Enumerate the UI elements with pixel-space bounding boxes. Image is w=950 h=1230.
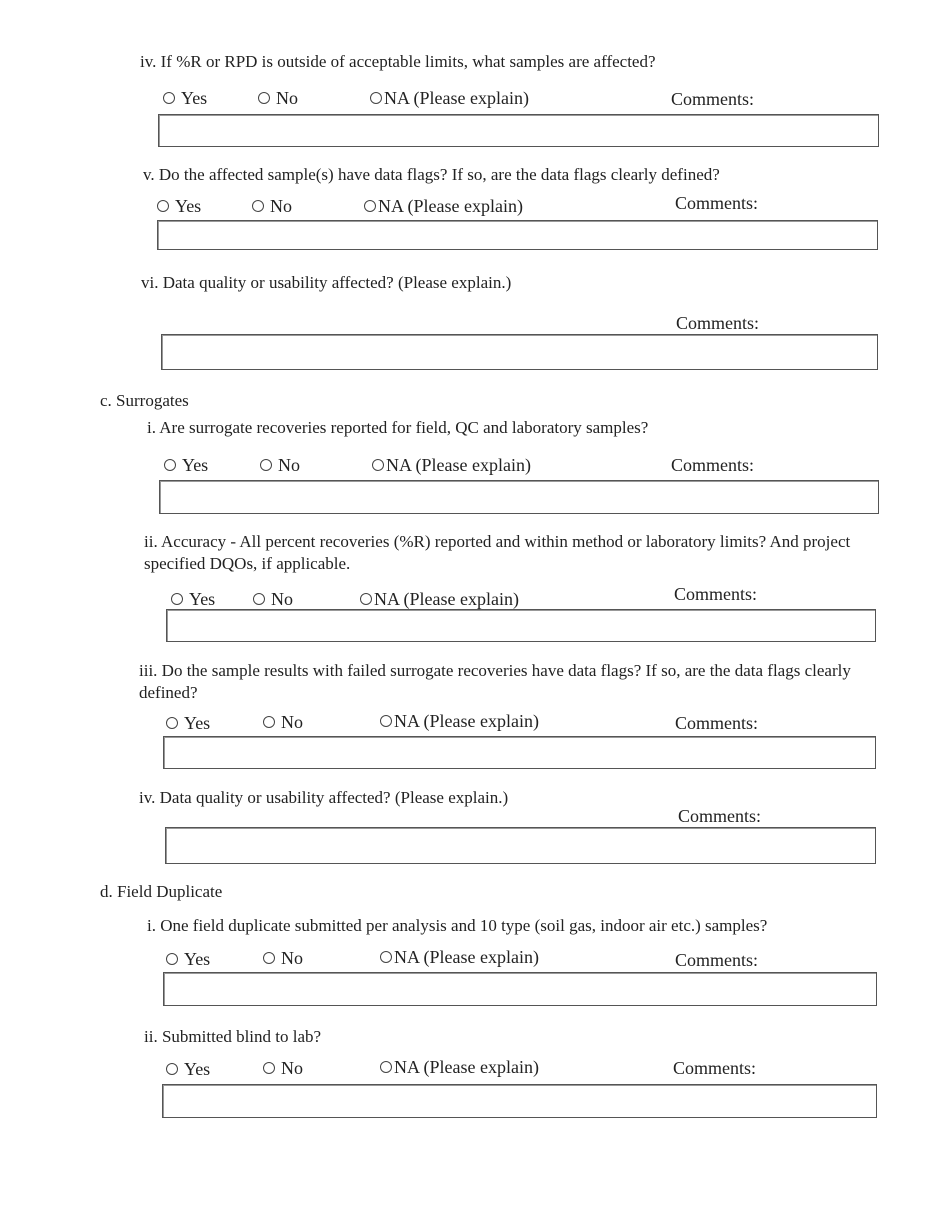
comments-label: Comments:: [675, 713, 759, 733]
comments-field[interactable]: [158, 114, 879, 147]
radio-na-label: NA (Please explain): [394, 947, 539, 967]
question-c-iv-text: iv. Data quality or usability affected? (Please explain.): [139, 788, 509, 807]
radio-yes[interactable]: [166, 713, 210, 733]
radio-yes-circle[interactable]: [157, 200, 169, 212]
radio-na-circle[interactable]: [364, 200, 376, 212]
comments-field[interactable]: [163, 972, 877, 1006]
radio-yes-circle[interactable]: [166, 1063, 178, 1075]
radio-no[interactable]: [252, 196, 292, 216]
radio-no[interactable]: [253, 589, 293, 609]
radio-yes[interactable]: [166, 1059, 210, 1079]
radio-na-circle[interactable]: [380, 715, 392, 727]
radio-na-circle[interactable]: [360, 593, 372, 605]
radio-na-label: NA (Please explain): [378, 196, 523, 216]
radio-yes[interactable]: [163, 88, 207, 108]
radio-no-circle[interactable]: [260, 459, 272, 471]
question-d-i-text: i. One field duplicate submitted per analysis and 10 type (soil gas, indoor air etc.) samples?: [147, 916, 768, 935]
comments-label: Comments:: [671, 89, 755, 109]
radio-na-label: NA (Please explain): [386, 455, 531, 475]
comments-label: Comments:: [675, 193, 759, 213]
section-d-title: d. Field Duplicate: [100, 882, 223, 901]
radio-na-label: NA (Please explain): [394, 711, 539, 731]
radio-na-circle[interactable]: [372, 459, 384, 471]
comments-label: Comments:: [673, 1058, 757, 1078]
comments-field[interactable]: [157, 220, 878, 250]
radio-yes-label: Yes: [181, 88, 208, 108]
radio-no-label: No: [281, 712, 303, 732]
comments-field[interactable]: [161, 334, 878, 370]
radio-na-label: NA (Please explain): [394, 1057, 539, 1077]
radio-yes-circle[interactable]: [166, 717, 178, 729]
comments-label: Comments:: [671, 455, 755, 475]
question-v-text: v. Do the affected sample(s) have data flags? If so, are the data flags clearly defined?: [143, 165, 720, 184]
radio-no-circle[interactable]: [263, 716, 275, 728]
radio-na-label: NA (Please explain): [374, 589, 519, 609]
comments-field[interactable]: [165, 827, 876, 864]
comments-label: Comments:: [676, 313, 760, 333]
radio-yes[interactable]: [164, 455, 208, 475]
radio-no[interactable]: [263, 948, 303, 968]
radio-no[interactable]: [258, 88, 298, 108]
radio-no-circle[interactable]: [253, 593, 265, 605]
radio-yes-label: Yes: [184, 949, 211, 969]
radio-yes-circle[interactable]: [171, 593, 183, 605]
question-iv-text: iv. If %R or RPD is outside of acceptable limits, what samples are affected?: [140, 52, 656, 71]
radio-no-circle[interactable]: [263, 1062, 275, 1074]
radio-no-label: No: [281, 948, 303, 968]
comments-label: Comments:: [674, 584, 758, 604]
radio-no[interactable]: [263, 1058, 303, 1078]
radio-yes[interactable]: [157, 196, 201, 216]
comments-field[interactable]: [163, 736, 876, 769]
radio-na-circle[interactable]: [370, 92, 382, 104]
radio-no-label: No: [281, 1058, 303, 1078]
radio-no-label: No: [270, 196, 292, 216]
section-c-title: c. Surrogates: [100, 391, 189, 410]
radio-na[interactable]: [364, 196, 523, 216]
radio-yes[interactable]: [166, 949, 210, 969]
comments-label: Comments:: [675, 950, 759, 970]
radio-na[interactable]: [380, 1057, 539, 1077]
radio-yes-label: Yes: [182, 455, 209, 475]
radio-na-circle[interactable]: [380, 1061, 392, 1073]
question-vi-text: vi. Data quality or usability affected? (Please explain.): [141, 273, 512, 292]
radio-no-label: No: [271, 589, 293, 609]
question-d-ii-text: ii. Submitted blind to lab?: [144, 1027, 322, 1046]
comments-field[interactable]: [159, 480, 879, 514]
radio-na[interactable]: [380, 711, 539, 731]
radio-no-label: No: [278, 455, 300, 475]
radio-yes-circle[interactable]: [166, 953, 178, 965]
radio-no-circle[interactable]: [252, 200, 264, 212]
radio-na[interactable]: [380, 947, 539, 967]
radio-no-circle[interactable]: [263, 952, 275, 964]
question-c-ii-text: ii. Accuracy - All percent recoveries (%R) reported and within method or laboratory limits? And project specified DQOs, if applicable.: [144, 532, 851, 573]
comments-field[interactable]: [166, 609, 876, 642]
question-c-i-text: i. Are surrogate recoveries reported for field, QC and laboratory samples?: [147, 418, 649, 437]
radio-na[interactable]: [370, 88, 529, 108]
radio-yes-circle[interactable]: [164, 459, 176, 471]
radio-no[interactable]: [260, 455, 300, 475]
radio-no-label: No: [276, 88, 298, 108]
radio-na-label: NA (Please explain): [384, 88, 529, 108]
radio-yes[interactable]: [171, 589, 215, 609]
comments-field[interactable]: [162, 1084, 877, 1118]
question-c-iii-text: iii. Do the sample results with failed surrogate recoveries have data flags? If so, are the data flags clearly defined?: [139, 661, 851, 702]
radio-na[interactable]: [360, 589, 519, 609]
radio-yes-label: Yes: [184, 713, 211, 733]
radio-yes-label: Yes: [184, 1059, 211, 1079]
radio-yes-label: Yes: [189, 589, 216, 609]
radio-yes-circle[interactable]: [163, 92, 175, 104]
radio-yes-label: Yes: [175, 196, 202, 216]
radio-no[interactable]: [263, 712, 303, 732]
radio-no-circle[interactable]: [258, 92, 270, 104]
radio-na[interactable]: [372, 455, 531, 475]
comments-label: Comments:: [678, 806, 762, 826]
radio-na-circle[interactable]: [380, 951, 392, 963]
